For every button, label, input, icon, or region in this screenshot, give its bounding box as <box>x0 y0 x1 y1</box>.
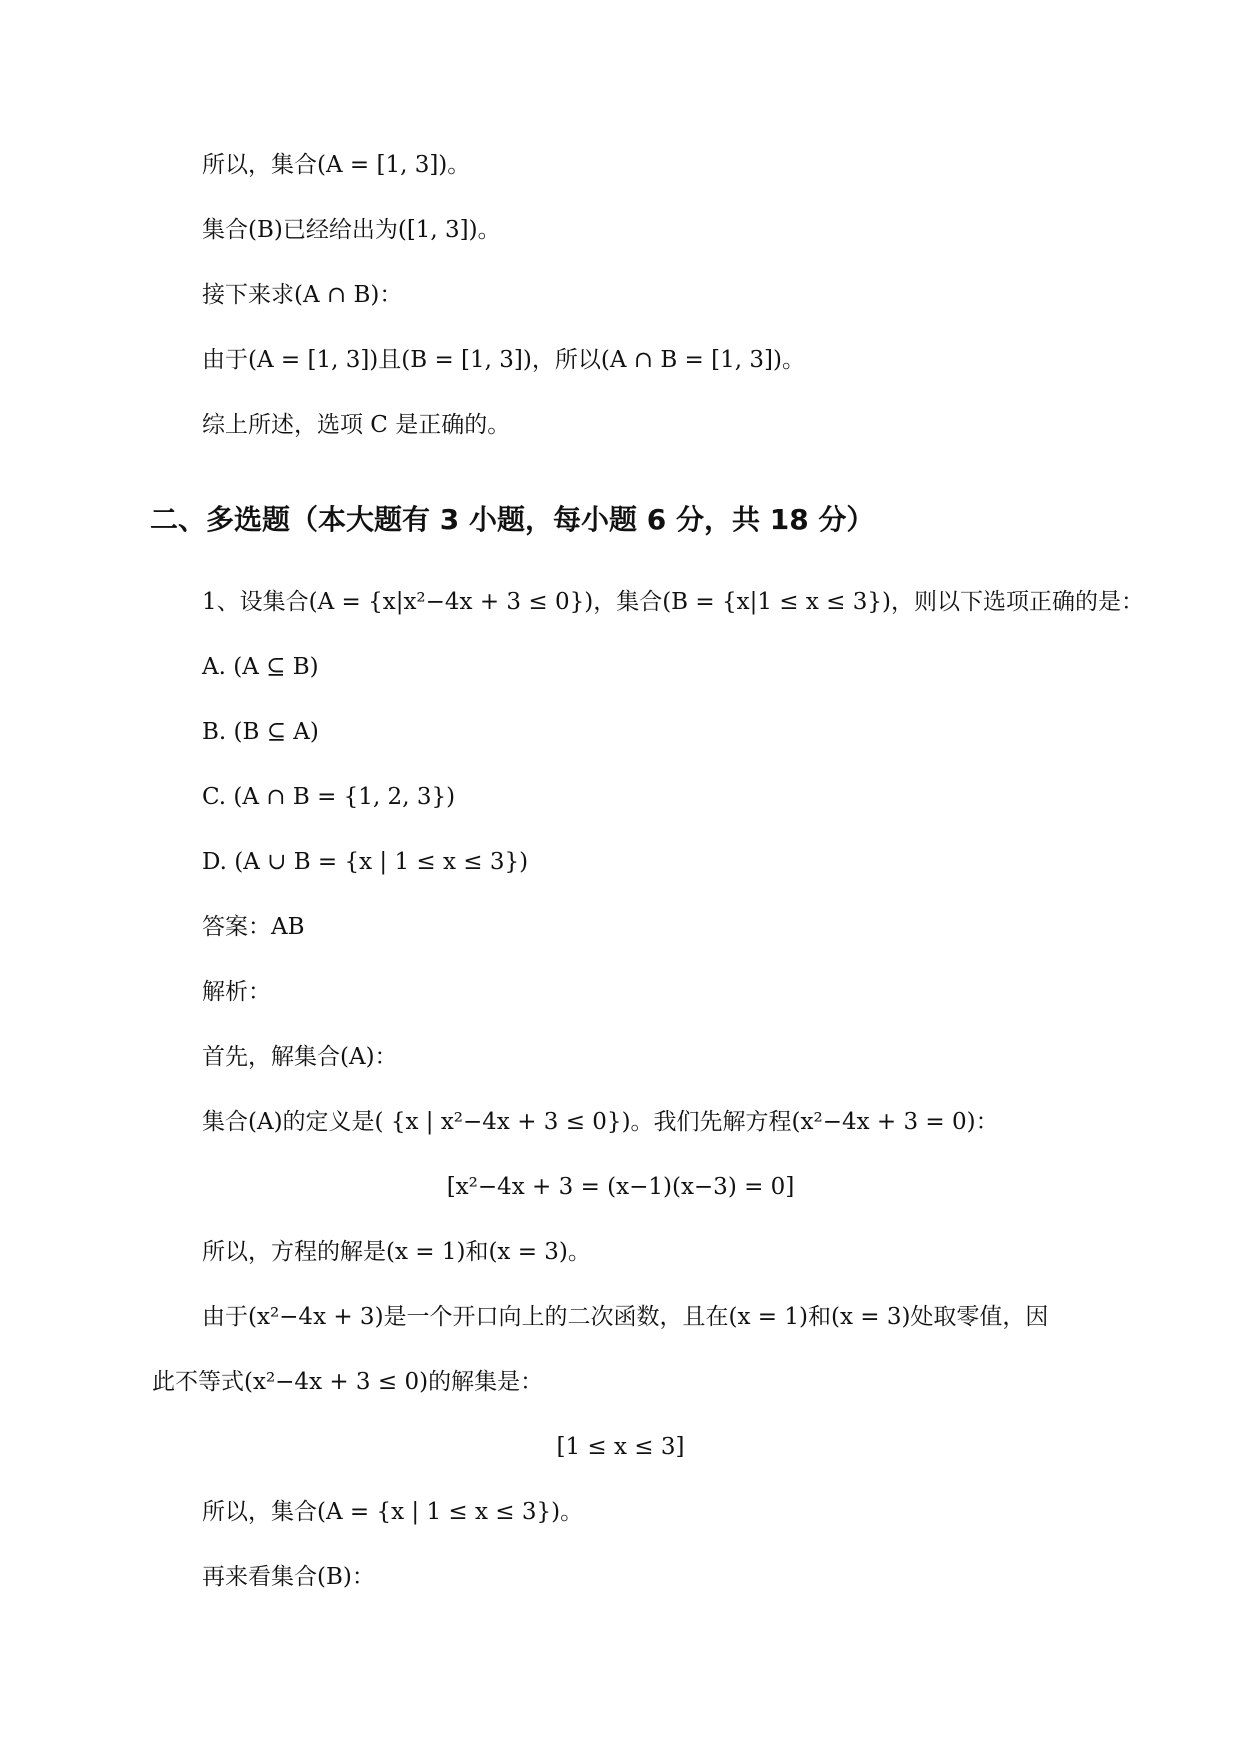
option-a: A. (A ⊆ B) <box>202 654 319 680</box>
prev-solution-line-1: 所以，集合(A = [1, 3])。 <box>202 152 471 178</box>
option-b: B. (B ⊆ A) <box>202 719 319 745</box>
solution-line-1: 首先，解集合(A)： <box>202 1044 398 1070</box>
section-heading: 二、多选题（本大题有 3 小题，每小题 6 分，共 18 分） <box>150 503 875 536</box>
prev-solution-line-4: 由于(A = [1, 3])且(B = [1, 3])，所以(A ∩ B = [1, 3])。 <box>202 347 805 373</box>
prev-solution-line-2: 集合(B)已经给出为([1, 3])。 <box>202 217 501 243</box>
solution-line-4a: 由于(x²−4x + 3)是一个开口向上的二次函数，且在(x = 1)和(x = 3)处取零值，因 <box>202 1304 1049 1330</box>
prev-solution-conclusion: 综上所述，选项 C 是正确的。 <box>202 412 511 438</box>
equation-factor: [x²−4x + 3 = (x−1)(x−3) = 0] <box>446 1174 795 1200</box>
solution-line-3: 所以，方程的解是(x = 1)和(x = 3)。 <box>202 1239 591 1265</box>
answer-line: 答案：AB <box>202 914 305 940</box>
option-c: C. (A ∩ B = {1, 2, 3}) <box>202 784 456 810</box>
solution-line-6: 再来看集合(B)： <box>202 1564 375 1590</box>
question-stem: 1、设集合(A = {x|x²−4x + 3 ≤ 0})，集合(B = {x|1 ≤ x ≤ 3})，则以下选项正确的是： <box>202 589 1144 615</box>
solution-line-4b: 此不等式(x²−4x + 3 ≤ 0)的解集是： <box>152 1369 544 1395</box>
solution-line-2: 集合(A)的定义是( {x | x²−4x + 3 ≤ 0})。我们先解方程(x²−4x + 3 = 0)： <box>202 1109 999 1135</box>
prev-solution-line-3: 接下来求(A ∩ B)： <box>202 282 403 308</box>
option-d: D. (A ∪ B = {x | 1 ≤ x ≤ 3}) <box>202 849 529 875</box>
solution-line-5: 所以，集合(A = {x | 1 ≤ x ≤ 3})。 <box>202 1499 584 1525</box>
equation-interval: [1 ≤ x ≤ 3] <box>556 1434 685 1460</box>
analysis-label: 解析： <box>202 979 271 1005</box>
